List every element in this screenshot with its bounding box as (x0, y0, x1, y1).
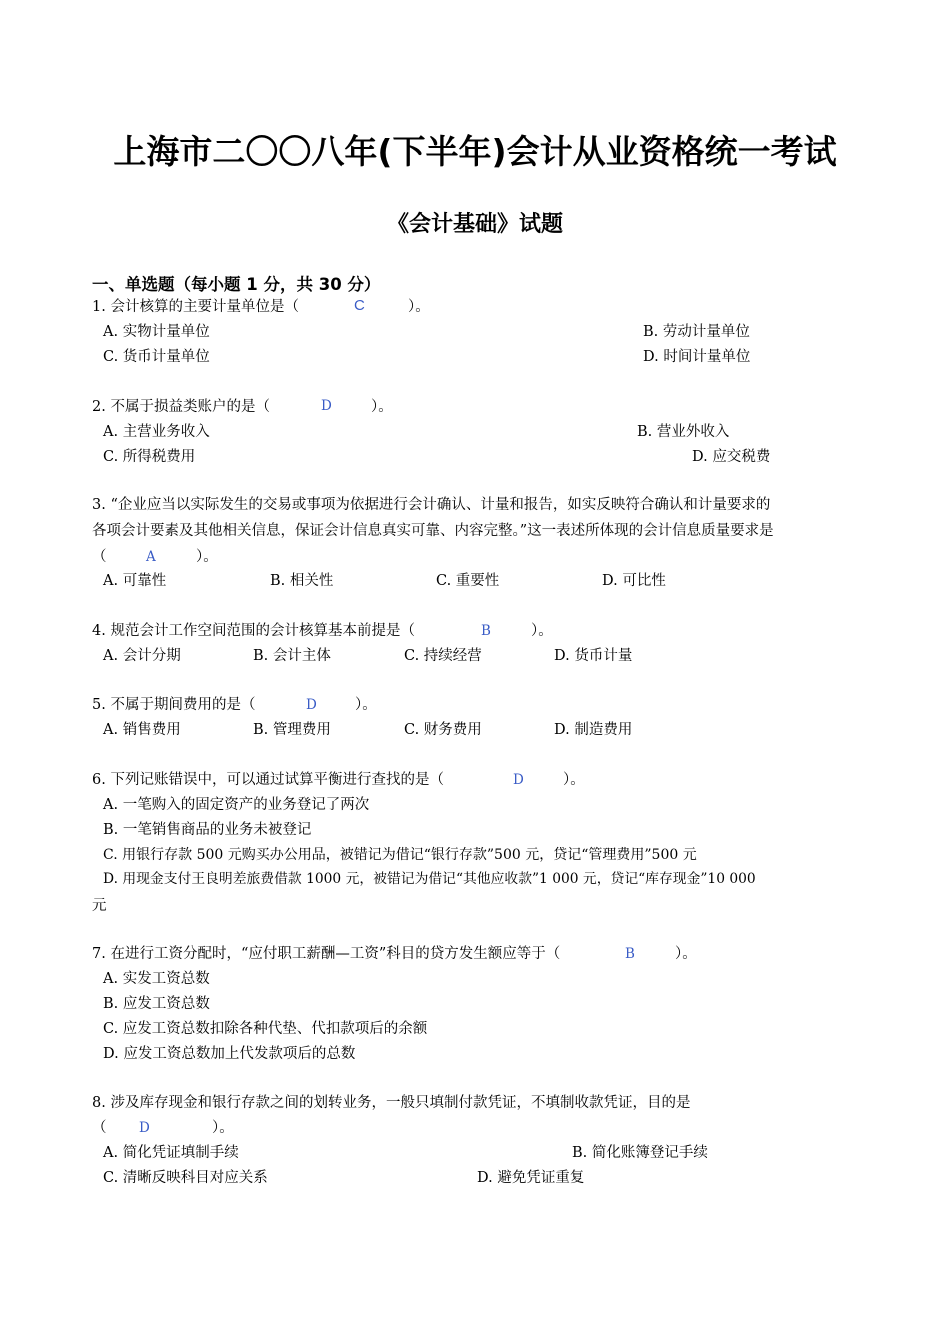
question-4-option-c: C. 持续经营 (404, 648, 482, 664)
question-6-answer: D (513, 772, 524, 788)
question-8-answer: D (139, 1120, 150, 1136)
question-8-stem: 8. 涉及库存现金和银行存款之间的划转业务，一般只填制付款凭证，不填制收款凭证，目的是 (92, 1095, 691, 1111)
question-2-close: ）。 (371, 399, 393, 415)
question-7-close: ）。 (675, 946, 697, 962)
question-1-stem: 1. 会计核算的主要计量单位是（ (92, 299, 299, 315)
question-3-option-a: A. 可靠性 (103, 573, 167, 589)
section-heading: 一、单选题（每小题 1 分，共 30 分） (92, 275, 381, 294)
question-7-option-a: A. 实发工资总数 (103, 971, 210, 987)
question-3-option-c: C. 重要性 (436, 573, 500, 589)
question-7-option-d: D. 应发工资总数加上代发款项后的总数 (103, 1046, 356, 1062)
question-5-option-b: B. 管理费用 (253, 722, 331, 738)
question-3-open: （ (92, 549, 107, 565)
question-1-close: ）。 (408, 299, 430, 315)
question-8-close: ）。 (212, 1120, 234, 1136)
question-5-option-d: D. 制造费用 (554, 722, 633, 738)
question-1-option-b: B. 劳动计量单位 (643, 324, 750, 340)
question-3-answer: A (146, 549, 156, 565)
question-1-answer: C (354, 297, 365, 314)
question-4-option-b: B. 会计主体 (253, 648, 331, 664)
question-3-stem-line-1: 3. “企业应当以实际发生的交易或事项为依据进行会计确认、计量和报告，如实反映符合确认和计量要求的 (92, 497, 771, 513)
question-8-option-d: D. 避免凭证重复 (477, 1170, 585, 1186)
question-2-option-b: B. 营业外收入 (637, 424, 730, 440)
question-8-option-c: C. 清晰反映科目对应关系 (103, 1170, 268, 1186)
question-8-option-a: A. 简化凭证填制手续 (103, 1145, 239, 1161)
question-5-option-c: C. 财务费用 (404, 722, 482, 738)
question-7-option-b: B. 应发工资总数 (103, 996, 210, 1012)
question-2-stem: 2. 不属于损益类账户的是（ (92, 399, 270, 415)
question-3-option-b: B. 相关性 (270, 573, 334, 589)
exam-title: 上海市二〇〇八年(下半年)会计从业资格统一考试 (113, 132, 837, 171)
question-7-option-c: C. 应发工资总数扣除各种代垫、代扣款项后的余额 (103, 1021, 428, 1037)
question-6-option-d: D. 用现金支付王良明差旅费借款 1000 元，被错记为借记“其他应收款”1 000 元，贷记“库存现金”10 000 (103, 871, 756, 887)
question-7-stem: 7. 在进行工资分配时，“应付职工薪酬—工资”科目的贷方发生额应等于（ (92, 946, 561, 962)
question-1-option-d: D. 时间计量单位 (643, 349, 751, 365)
question-8-open: （ (92, 1120, 107, 1136)
question-4-close: ）。 (531, 623, 553, 639)
question-5-answer: D (306, 697, 317, 713)
question-5-close: ）。 (355, 697, 377, 713)
question-6-option-d-continuation: 元 (92, 898, 107, 914)
question-6-close: ）。 (563, 772, 585, 788)
question-5-stem: 5. 不属于期间费用的是（ (92, 697, 256, 713)
question-3-close: ）。 (196, 549, 218, 565)
question-3-stem-line-2: 各项会计要素及其他相关信息，保证会计信息真实可靠、内容完整。”这一表述所体现的会计信息质量要求是 (92, 523, 774, 539)
question-6-stem: 6. 下列记账错误中，可以通过试算平衡进行查找的是（ (92, 772, 444, 788)
question-6-option-c: C. 用银行存款 500 元购买办公用品，被错记为借记“银行存款”500 元，贷记“管理费用”500 元 (103, 847, 697, 863)
question-4-option-a: A. 会计分期 (103, 648, 181, 664)
question-2-option-d: D. 应交税费 (692, 449, 771, 465)
question-4-answer: B (481, 623, 491, 639)
question-5-option-a: A. 销售费用 (103, 722, 181, 738)
question-6-option-a: A. 一笔购入的固定资产的业务登记了两次 (103, 797, 370, 813)
question-2-option-a: A. 主营业务收入 (103, 424, 210, 440)
question-1-option-a: A. 实物计量单位 (103, 324, 210, 340)
question-7-answer: B (625, 946, 635, 962)
question-8-option-b: B. 简化账簿登记手续 (572, 1145, 708, 1161)
question-2-answer: D (321, 398, 332, 414)
question-6-option-b: B. 一笔销售商品的业务未被登记 (103, 822, 312, 838)
question-4-option-d: D. 货币计量 (554, 648, 633, 664)
question-3-option-d: D. 可比性 (602, 573, 666, 589)
exam-subtitle: 《会计基础》试题 (386, 212, 563, 237)
question-4-stem: 4. 规范会计工作空间范围的会计核算基本前提是（ (92, 623, 415, 639)
question-1-option-c: C. 货币计量单位 (103, 349, 210, 365)
question-2-option-c: C. 所得税费用 (103, 449, 196, 465)
